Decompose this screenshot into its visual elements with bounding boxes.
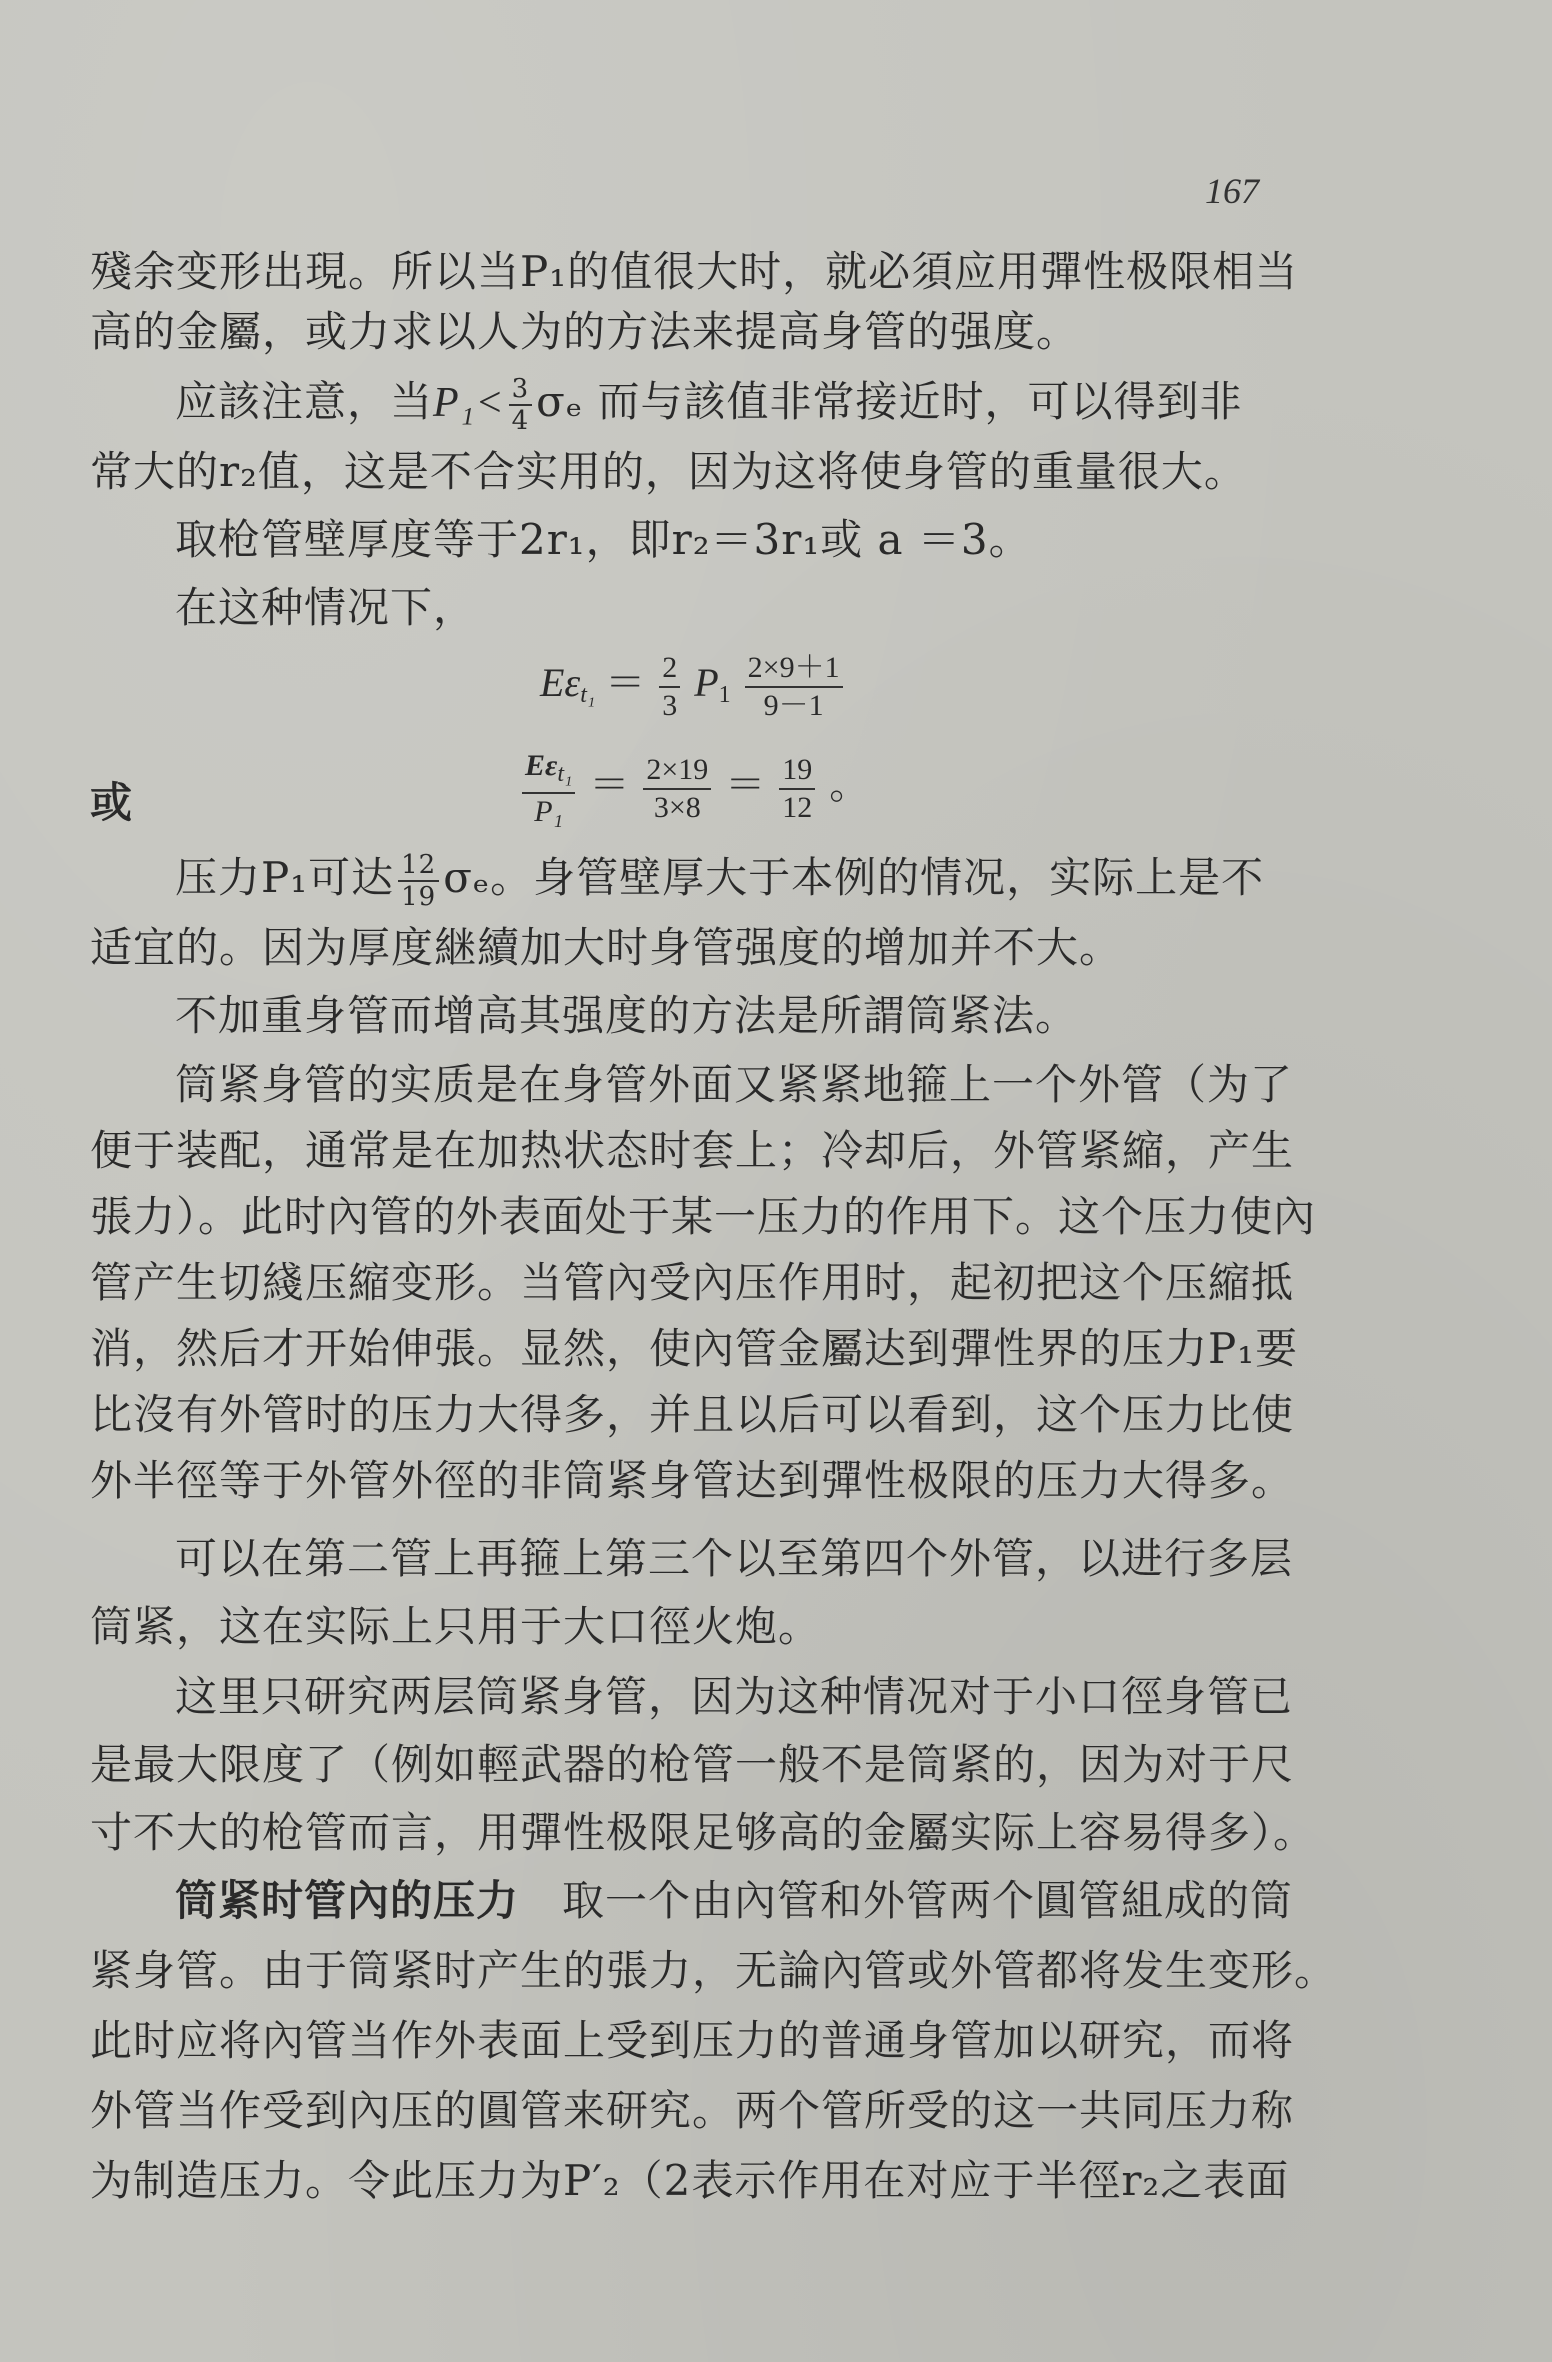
para5-frac-den: 19 bbox=[401, 882, 437, 912]
eq2-frac1-num-sub: t₁ bbox=[557, 761, 573, 787]
eq2-end: 。 bbox=[829, 762, 870, 808]
para10-line3: 此时应将內管当作外表面上受到压力的普通身管加以研究，而将 bbox=[90, 2016, 1295, 2065]
para8-line2: 筒紧，这在实际上只用于大口徑火炮。 bbox=[90, 1602, 822, 1651]
para9-line1: 这里只研究两层筒紧身管，因为这种情况对于小口徑身管已 bbox=[175, 1672, 1294, 1721]
para10-line1-rest: 取一个由內管和外管两个圓管組成的筒 bbox=[519, 1876, 1294, 1925]
para7-line7: 外半徑等于外管外徑的非筒紧身管达到彈性极限的压力大得多。 bbox=[90, 1456, 1295, 1505]
eq2-frac3-num: 19 bbox=[779, 752, 815, 790]
para1-line1: 殘余变形出現。所以当P₁的值很大时，就必須应用彈性极限相当 bbox=[90, 247, 1299, 296]
para3-line: 取枪管壁厚度等于2r₁，即r₂＝3r₁或 a ＝3。 bbox=[175, 515, 1032, 564]
para7-line3: 張力）。此时內管的外表面处于某一压力的作用下。这个压力使內 bbox=[90, 1192, 1317, 1241]
para7-line6: 比沒有外管时的压力大得多，并且以后可以看到，这个压力比使 bbox=[90, 1390, 1295, 1439]
para5-text-a: 压力P₁可达 bbox=[175, 853, 395, 902]
fraction-numerator: 3 bbox=[509, 374, 533, 406]
eq1-lhs-sub: t₁ bbox=[580, 682, 596, 709]
para5-text-b: σₑ。身管壁厚大于本例的情况，实际上是不 bbox=[443, 853, 1265, 902]
para8-line1: 可以在第二管上再箍上第三个以至第四个外管，以进行多层 bbox=[175, 1534, 1294, 1583]
para2-line2: 常大的r₂值，这是不合实用的，因为这将使身管的重量很大。 bbox=[90, 447, 1247, 496]
equation-2 bbox=[518, 748, 869, 830]
para7-line5: 消，然后才开始伸張。显然，使內管金屬达到彈性界的压力P₁要 bbox=[90, 1324, 1299, 1373]
para5-line2: 适宜的。因为厚度継續加大时身管强度的增加并不大。 bbox=[90, 923, 1123, 972]
para9-line2: 是最大限度了（例如輕武器的枪管一般不是筒紧的，因为对于尺 bbox=[90, 1740, 1295, 1789]
eq1-frac2-den: 9－1 bbox=[763, 689, 824, 722]
section-heading: 筒紧时管內的压力 bbox=[175, 1876, 520, 1925]
eq2-equals-2: ＝ bbox=[725, 762, 766, 808]
eq2-fraction-2 bbox=[643, 752, 711, 826]
para5-frac-num: 12 bbox=[398, 850, 439, 882]
eq1-frac2-num: 2×9＋1 bbox=[745, 650, 843, 688]
para5-line1 bbox=[175, 848, 1325, 912]
para10-line1 bbox=[175, 1871, 1325, 1931]
eq1-lhs: Eε bbox=[540, 660, 581, 706]
eq2-frac1-num bbox=[522, 748, 575, 794]
page-number: 167 bbox=[1205, 171, 1259, 211]
eq2-frac2-den: 3×8 bbox=[653, 791, 701, 824]
eq1-fraction-2-3 bbox=[659, 650, 680, 724]
eq2-frac1-den: P₁ bbox=[534, 795, 564, 828]
eq1-equals: ＝ bbox=[605, 660, 646, 706]
para1-line2: 高的金屬，或力求以人为的方法来提高身管的强度。 bbox=[90, 307, 1080, 356]
para10-line2: 紧身管。由于筒紧时产生的張力，无論內管或外管都将发生变形。 bbox=[90, 1946, 1338, 1995]
fraction-3-4 bbox=[509, 374, 533, 436]
eq2-frac2-num: 2×19 bbox=[643, 752, 711, 790]
para2-var-p1: P₁< bbox=[433, 380, 505, 426]
fraction-12-19 bbox=[398, 850, 439, 912]
eq2-frac1-num-text: Eε bbox=[525, 749, 558, 782]
para7-line4: 管产生切綫压縮变形。当管內受內压作用时，起初把这个压縮抵 bbox=[90, 1258, 1295, 1307]
para2-line1 bbox=[175, 372, 1325, 436]
eq2-equals-1: ＝ bbox=[589, 762, 630, 808]
eq1-frac1-num: 2 bbox=[659, 650, 680, 688]
para10-line5: 为制造压力。令此压力为P′₂（2表示作用在对应于半徑r₂之表面 bbox=[90, 2156, 1290, 2205]
eq2-frac3-den: 12 bbox=[782, 791, 813, 824]
para7-line2: 便于装配，通常是在加热状态时套上；冷却后，外管紧縮，产生 bbox=[90, 1126, 1295, 1175]
eq1-fraction-main bbox=[745, 650, 843, 724]
para2-text-c: σₑ 而与該值非常接近时，可以得到非 bbox=[536, 377, 1243, 426]
para4-line: 在这种情况下， bbox=[175, 583, 477, 632]
fraction-denominator: 4 bbox=[511, 406, 530, 436]
eq2-fraction-3 bbox=[779, 752, 815, 826]
eq1-p-sub: 1 bbox=[718, 682, 731, 709]
para6-line: 不加重身管而增高其强度的方法是所謂筒紧法。 bbox=[175, 991, 1079, 1040]
para2-text-a: 应該注意，当 bbox=[175, 377, 434, 426]
equation-1 bbox=[540, 650, 847, 724]
eq2-fraction-ratio bbox=[522, 748, 575, 830]
eq1-p: P bbox=[694, 660, 719, 706]
para10-line4: 外管当作受到內压的圓管来研究。两个管所受的这一共同压力称 bbox=[90, 2086, 1295, 2135]
para7-line1: 筒紧身管的实质是在身管外面又紧紧地箍上一个外管（为了 bbox=[175, 1060, 1294, 1109]
or-label: 或 bbox=[90, 778, 133, 827]
eq1-frac1-den: 3 bbox=[662, 689, 678, 722]
para9-line3: 寸不大的枪管而言，用彈性极限足够高的金屬实际上容易得多）。 bbox=[90, 1808, 1317, 1857]
